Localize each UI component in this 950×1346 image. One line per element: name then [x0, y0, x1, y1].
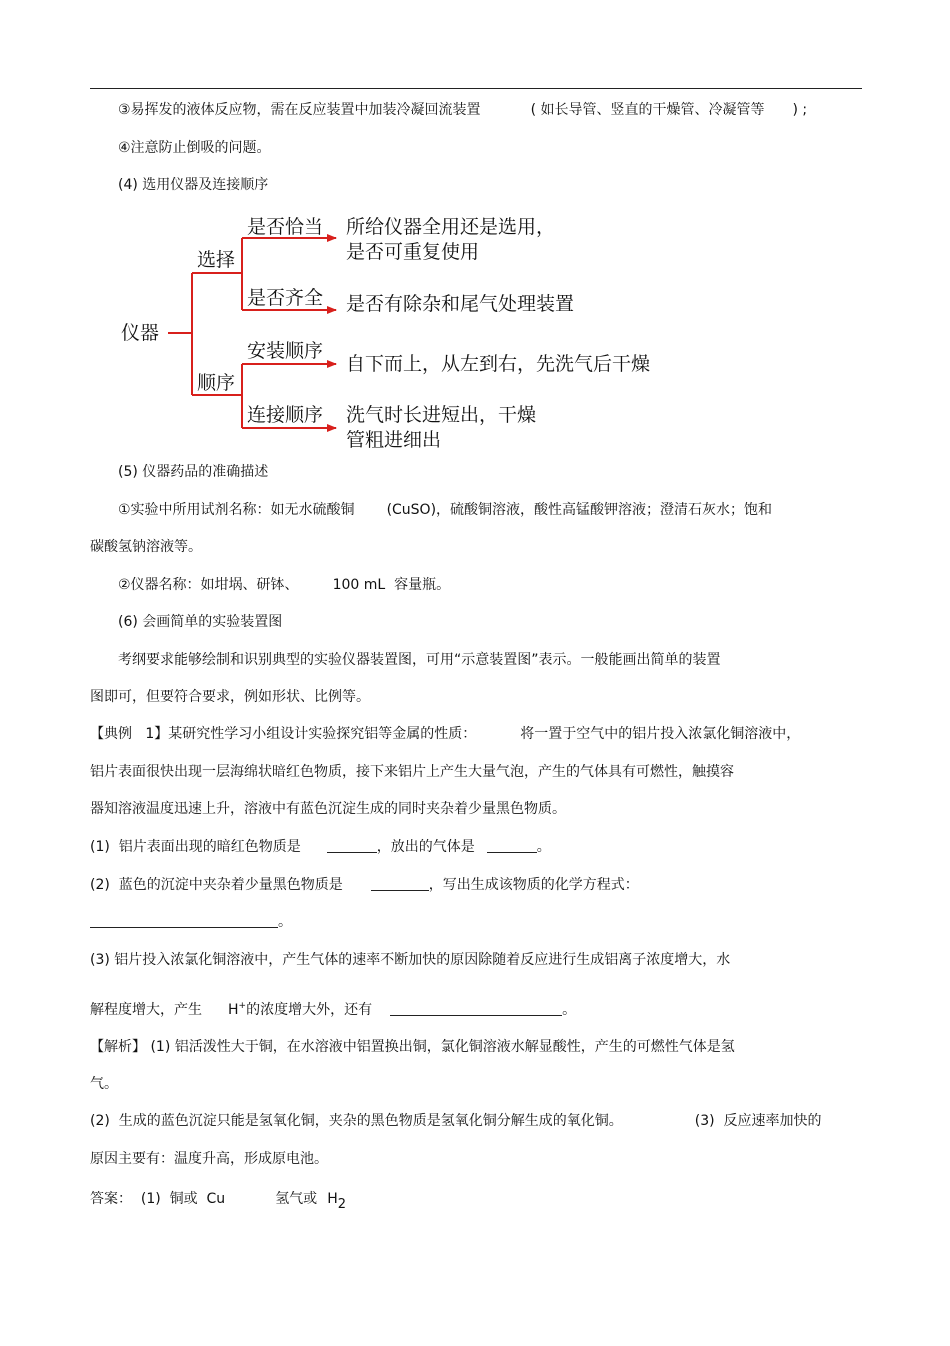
text-line-7: ②仪器名称：如坩埚、研钵、 100 mL 容量瓶。 [118, 577, 451, 593]
text-line-6: 碳酸氢钠溶液等。 [90, 539, 202, 555]
diagram-leaf4-desc-1: 洗气时长进短出，干燥 [346, 404, 537, 426]
diagram-branch-select: 选择 [197, 249, 236, 271]
question-3: (3) 铝片投入浓氯化铜溶液中，产生气体的速率不断加快的原因除随着反应进行生成铝离子浓度增大，水 [90, 952, 731, 968]
example-heading: 【典例 1】某研究性学习小组设计实验探究铝等金属的性质： 将一置于空气中的铝片投入浓氯化铜溶液中， [90, 726, 801, 742]
diagram-leaf-connect-order: 连接顺序 [247, 404, 324, 426]
answer-blank[interactable] [390, 1003, 562, 1016]
question-3-cont: 解程度增大，产生 H+的浓度增大外，还有 。 [90, 1001, 577, 1018]
analysis-line-2: 气。 [90, 1076, 118, 1092]
diagram-root: 仪器 [121, 322, 160, 344]
diagram-leaf2-desc: 是否有除杂和尾气处理装置 [346, 293, 575, 315]
question-1: (1) 铝片表面出现的暗红色物质是 ，放出的气体是 。 [90, 839, 551, 855]
answer-blank[interactable] [371, 878, 429, 891]
answer-blank[interactable] [327, 840, 377, 853]
text-line-1: ③易挥发的液体反应物，需在反应装置中加装冷凝回流装置 ( 如长导管、竖直的干燥管、冷凝管等 ) ; [118, 102, 808, 118]
analysis-line-3: (2) 生成的蓝色沉淀只能是氢氧化铜，夹杂的黑色物质是氢氧化铜分解生成的氧化铜。 (3) 反应速率加快的 [90, 1113, 822, 1129]
answer-line: 答案： (1) 铜或 Cu 氢气或 H2 [90, 1191, 346, 1212]
section-heading-5: (5) 仪器药品的准确描述 [118, 464, 269, 480]
diagram-leaf-appropriate: 是否恰当 [247, 216, 324, 238]
text-line-9: 考纲要求能够绘制和识别典型的实验仪器装置图，可用“示意装置图”表示。一般能画出简单的装置 [118, 652, 721, 668]
section-heading-6: (6) 会画简单的实验装置图 [118, 614, 283, 630]
diagram-leaf4-desc-2: 管粗进细出 [346, 429, 442, 451]
text-line-2: ④注意防止倒吸的问题。 [118, 140, 271, 156]
answer-blank[interactable] [487, 840, 537, 853]
diagram-leaf3-desc: 自下而上，从左到右，先洗气后干燥 [346, 353, 651, 375]
question-2-equation-line: 。 [90, 913, 292, 931]
analysis-line-4: 原因主要有：温度升高，形成原电池。 [90, 1151, 328, 1167]
text-line-12: 铝片表面很快出现一层海绵状暗红色物质，接下来铝片上产生大量气泡，产生的气体具有可燃性，触摸容 [90, 764, 734, 780]
diagram-leaf1-desc-1: 所给仪器全用还是选用， [346, 216, 556, 238]
text-line-10: 图即可，但要符合要求，例如形状、比例等。 [90, 689, 370, 705]
analysis-line-1: 【解析】 (1) 铝活泼性大于铜，在水溶液中铝置换出铜，氯化铜溶液水解显酸性，产生的可燃性气体是氢 [90, 1039, 735, 1055]
diagram-leaf1-desc-2: 是否可重复使用 [346, 241, 480, 263]
diagram-leaf-install-order: 安装顺序 [247, 340, 324, 362]
question-2: (2) 蓝色的沉淀中夹杂着少量黑色物质是 ，写出生成该物质的化学方程式： [90, 877, 639, 893]
text-line-5: ①实验中所用试剂名称：如无水硫酸铜 (CuSO)，硫酸铜溶液，酸性高锰酸钾溶液；澄清石灰水；饱和 [118, 502, 773, 518]
answer-blank[interactable] [90, 915, 278, 928]
text-line-13: 器知溶液温度迅速上升，溶液中有蓝色沉淀生成的同时夹杂着少量黑色物质。 [90, 801, 566, 817]
diagram-branch-order: 顺序 [197, 372, 236, 394]
diagram-leaf-complete: 是否齐全 [247, 287, 324, 309]
section-heading-4: (4) 选用仪器及连接顺序 [118, 177, 269, 193]
